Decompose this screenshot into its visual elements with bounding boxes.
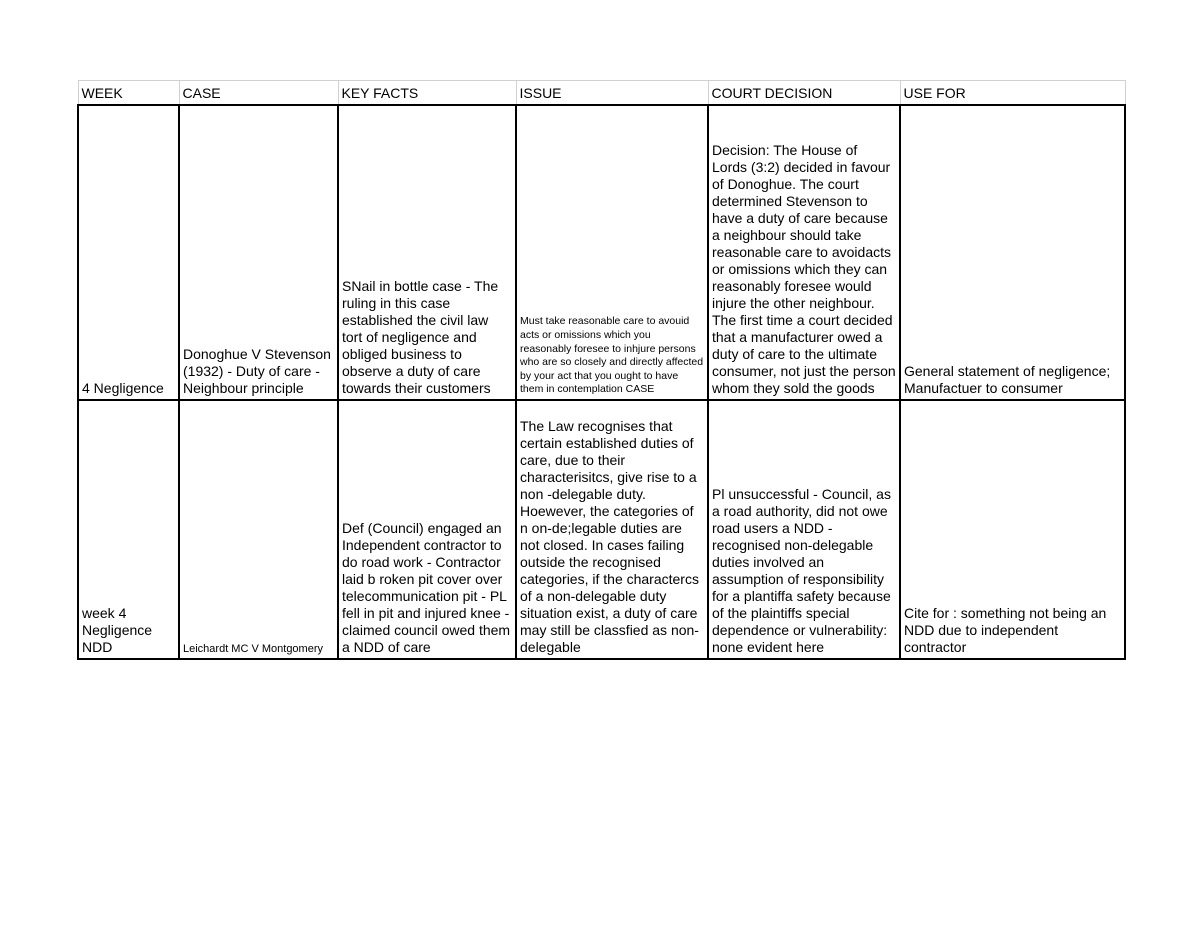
cell-week: 4 Negligence bbox=[78, 105, 179, 400]
header-week: WEEK bbox=[78, 81, 179, 106]
cell-use-for: Cite for : something not being an NDD due to independent contractor bbox=[900, 400, 1125, 659]
cell-key-facts: SNail in bottle case - The ruling in this case established the civil law tort of negligence and obliged business to observe a duty of care towards their customers bbox=[338, 105, 516, 400]
cell-issue: Must take reasonable care to avouid acts or omissions which you reasonably foresee to inhjure persons who are so closely and directly affected by your act that you ought to have them in contemplation CASE bbox=[516, 105, 708, 400]
cell-key-facts: Def (Council) engaged an Independent contractor to do road work - Contractor laid b roken pit cover over telecommunication pit - PL fell in pit and injured knee - claimed council owed them a NDD of care bbox=[338, 400, 516, 659]
table-row bbox=[78, 105, 1125, 400]
header-key-facts: KEY FACTS bbox=[338, 81, 516, 106]
header-row bbox=[78, 81, 1125, 106]
cell-case: Donoghue V Stevenson (1932) - Duty of care - Neighbour principle bbox=[179, 105, 338, 400]
header-issue: ISSUE bbox=[516, 81, 708, 106]
cell-issue: The Law recognises that certain established duties of care, due to their characterisitcs, give rise to a non -delegable duty. Hoewever, the categories of n on-de;legable duties are not closed. In cases failing outside the recognised categories, if the charactercs of a non-delegable duty situation exist, a duty of care may still be classfied as non-delegable bbox=[516, 400, 708, 659]
cell-court-decision: Pl unsuccessful - Council, as a road authority, did not owe road users a NDD - recognised non-delegable duties involved an assumption of responsibility for a plantiffa safety because of the plaintiffs special dependence or vulnerability: none evident here bbox=[708, 400, 900, 659]
cell-use-for: General statement of negligence; Manufactuer to consumer bbox=[900, 105, 1125, 400]
header-court-decision: COURT DECISION bbox=[708, 81, 900, 106]
cell-case: Leichardt MC V Montgomery bbox=[179, 400, 338, 659]
cell-week: week 4 Negligence NDD bbox=[78, 400, 179, 659]
header-use-for: USE FOR bbox=[900, 81, 1125, 106]
table-row bbox=[78, 400, 1125, 659]
case-notes-table bbox=[77, 80, 1126, 660]
header-case: CASE bbox=[179, 81, 338, 106]
cell-court-decision: Decision: The House of Lords (3:2) decided in favour of Donoghue. The court determined Stevenson to have a duty of care because a neighbour should take reasonable care to avoidacts or omissions which they can reasonably foresee would injure the other neighbour. The first time a court decided that a manufacturer owed a duty of care to the ultimate consumer, not just the person whom they sold the goods bbox=[708, 105, 900, 400]
